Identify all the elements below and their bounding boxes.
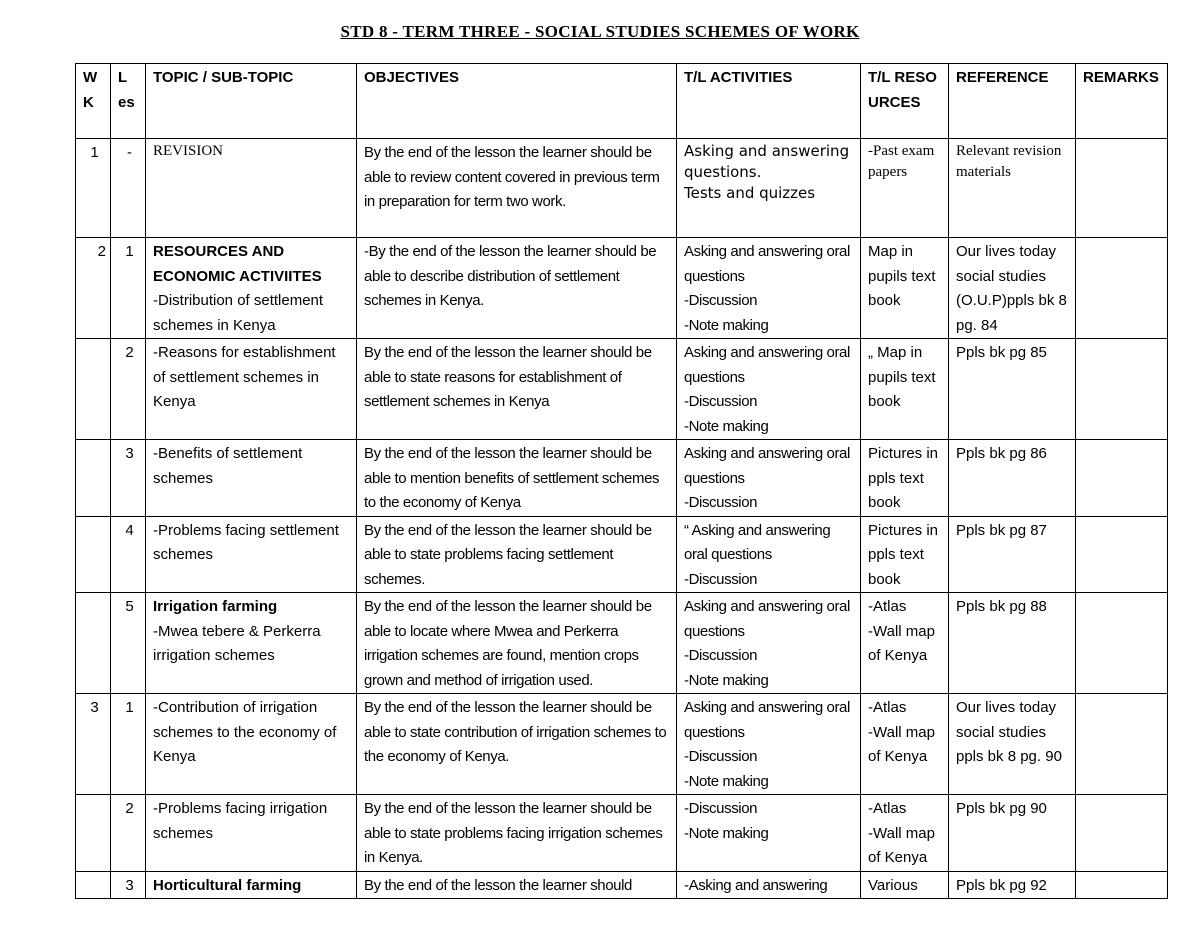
- objectives-cell: By the end of the lesson the learner should be able to state problems facing settlement schemes.: [357, 516, 677, 593]
- remarks-cell: [1076, 694, 1168, 795]
- lesson-cell: 3: [111, 871, 146, 899]
- resources-cell: Various: [861, 871, 949, 899]
- week-cell: [76, 593, 111, 694]
- lesson-cell: -: [111, 139, 146, 238]
- remarks-cell: [1076, 440, 1168, 517]
- objectives-cell: By the end of the lesson the learner should be able to locate where Mwea and Perkerra irrigation schemes are found, mention crops grown and method of irrigation used.: [357, 593, 677, 694]
- topic-cell: RESOURCES AND ECONOMIC ACTIVIITES -Distribution of settlement schemes in Kenya: [146, 238, 357, 339]
- remarks-cell: [1076, 139, 1168, 238]
- activities-cell: Asking and answering oral questions -Discussion -Note making: [677, 339, 861, 440]
- table-row: [76, 139, 1168, 238]
- objectives-cell: By the end of the lesson the learner should: [357, 871, 677, 899]
- week-cell: [76, 795, 111, 872]
- table-row: [76, 238, 1168, 339]
- remarks-cell: [1076, 795, 1168, 872]
- document-title: STD 8 - TERM THREE - SOCIAL STUDIES SCHEMES OF WORK: [340, 22, 860, 41]
- header-activities: T/L ACTIVITIES: [677, 64, 861, 139]
- resources-cell: „ Map in pupils text book: [861, 339, 949, 440]
- header-row: [76, 64, 1168, 139]
- lesson-cell: 2: [111, 795, 146, 872]
- lesson-cell: 1: [111, 238, 146, 339]
- resources-cell: -Atlas -Wall map of Kenya: [861, 795, 949, 872]
- activities-cell: Asking and answering questions. Tests and quizzes: [677, 139, 861, 238]
- reference-cell: Ppls bk pg 92: [949, 871, 1076, 899]
- objectives-cell: By the end of the lesson the learner should be able to state reasons for establishment of settlement schemes in Kenya: [357, 339, 677, 440]
- header-objectives: OBJECTIVES: [357, 64, 677, 139]
- table-row: [76, 440, 1168, 517]
- remarks-cell: [1076, 593, 1168, 694]
- topic-heading: Horticultural farming: [153, 876, 302, 894]
- table-body: [76, 139, 1168, 899]
- remarks-cell: [1076, 339, 1168, 440]
- header-topic: TOPIC / SUB-TOPIC: [146, 64, 357, 139]
- resources-cell: Pictures in ppls text book: [861, 516, 949, 593]
- lesson-cell: 3: [111, 440, 146, 517]
- topic-cell: -Contribution of irrigation schemes to the economy of Kenya: [146, 694, 357, 795]
- objectives-cell: By the end of the lesson the learner should be able to mention benefits of settlement schemes to the economy of Kenya: [357, 440, 677, 517]
- header-lessons: L es: [111, 64, 146, 139]
- objectives-cell: -By the end of the lesson the learner should be able to describe distribution of settlement schemes in Kenya.: [357, 238, 677, 339]
- objectives-cell: By the end of the lesson the learner should be able to state contribution of irrigation schemes to the economy of Kenya.: [357, 694, 677, 795]
- remarks-cell: [1076, 516, 1168, 593]
- table-row: [76, 516, 1168, 593]
- topic-cell: REVISION: [146, 139, 357, 238]
- header-reference: REFERENCE: [949, 64, 1076, 139]
- objectives-cell: By the end of the lesson the learner should be able to review content covered in previous term in preparation for term two work.: [357, 139, 677, 238]
- topic-cell: [146, 871, 357, 899]
- objectives-cell: By the end of the lesson the learner should be able to state problems facing irrigation schemes in Kenya.: [357, 795, 677, 872]
- topic-cell: Irrigation farming -Mwea tebere & Perkerra irrigation schemes: [146, 593, 357, 694]
- topic-heading: RESOURCES AND ECONOMIC ACTIVIITES: [153, 243, 322, 285]
- table-row: [76, 795, 1168, 872]
- scheme-table: [75, 63, 1168, 899]
- topic-cell: -Reasons for establishment of settlement schemes in Kenya: [146, 339, 357, 440]
- topic-cell: -Problems facing irrigation schemes: [146, 795, 357, 872]
- activities-cell: “ Asking and answering oral questions -Discussion: [677, 516, 861, 593]
- reference-cell: Ppls bk pg 85: [949, 339, 1076, 440]
- remarks-cell: [1076, 238, 1168, 339]
- topic-cell: -Problems facing settlement schemes: [146, 516, 357, 593]
- week-cell: [76, 516, 111, 593]
- activities-cell: Asking and answering oral questions -Discussion -Note making: [677, 238, 861, 339]
- header-resources: T/L RESOURCES: [861, 64, 949, 139]
- lesson-cell: 1: [111, 694, 146, 795]
- resources-cell: Map in pupils text book: [861, 238, 949, 339]
- activities-cell: Asking and answering oral questions -Discussion -Note making: [677, 593, 861, 694]
- week-cell: 3: [76, 694, 111, 795]
- activities-cell: -Asking and answering: [677, 871, 861, 899]
- table-row: [76, 871, 1168, 899]
- week-cell: [76, 871, 111, 899]
- topic-heading: Irrigation farming: [153, 598, 278, 615]
- header-wk: W K: [76, 64, 111, 139]
- activities-cell: Asking and answering oral questions -Discussion: [677, 440, 861, 517]
- resources-cell: -Atlas -Wall map of Kenya: [861, 694, 949, 795]
- reference-cell: Relevant revision materials: [949, 139, 1076, 238]
- week-cell: 1: [76, 139, 111, 238]
- activities-cell: -Discussion -Note making: [677, 795, 861, 872]
- week-cell: [76, 339, 111, 440]
- resources-cell: Pictures in ppls text book: [861, 440, 949, 517]
- reference-cell: Ppls bk pg 90: [949, 795, 1076, 872]
- lesson-cell: 2: [111, 339, 146, 440]
- week-cell: 2: [76, 238, 111, 339]
- table-row: [76, 593, 1168, 694]
- lesson-cell: 4: [111, 516, 146, 593]
- table-row: [76, 339, 1168, 440]
- activities-cell: Asking and answering oral questions -Discussion -Note making: [677, 694, 861, 795]
- header-remarks: REMARKS: [1076, 64, 1168, 139]
- lesson-cell: 5: [111, 593, 146, 694]
- topic-cell: -Benefits of settlement schemes: [146, 440, 357, 517]
- resources-cell: -Atlas -Wall map of Kenya: [861, 593, 949, 694]
- remarks-cell: [1076, 871, 1168, 899]
- reference-cell: Ppls bk pg 87: [949, 516, 1076, 593]
- resources-cell: -Past exam papers: [861, 139, 949, 238]
- reference-cell: Our lives today social studies (O.U.P)ppls bk 8 pg. 84: [949, 238, 1076, 339]
- reference-cell: Ppls bk pg 86: [949, 440, 1076, 517]
- week-cell: [76, 440, 111, 517]
- reference-cell: Our lives today social studies ppls bk 8 pg. 90: [949, 694, 1076, 795]
- table-row: [76, 694, 1168, 795]
- reference-cell: Ppls bk pg 88: [949, 593, 1076, 694]
